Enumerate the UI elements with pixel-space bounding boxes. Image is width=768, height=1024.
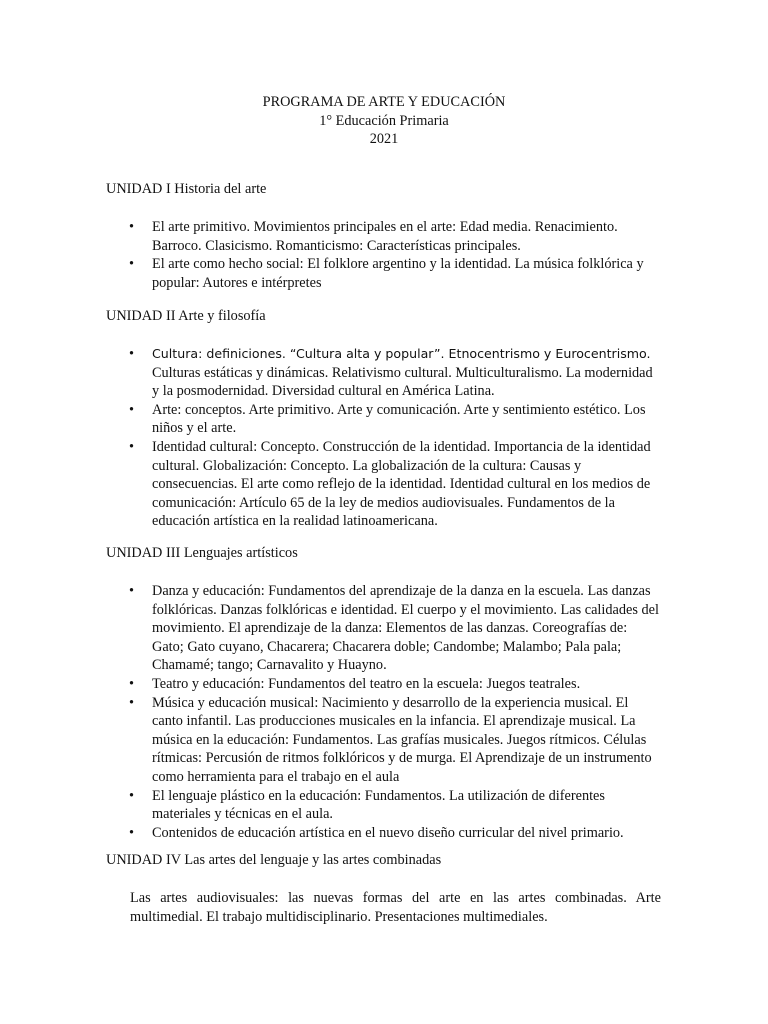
unit-1-title: UNIDAD I Historia del arte [106,181,267,197]
list-item [106,345,661,401]
unit-3-title: UNIDAD III Lenguajes artísticos [106,545,298,561]
list-item-text: Culturas estáticas y dinámicas. Relativismo cultural. Multiculturalismo. La modernidad y la posmodernidad. Diversidad cultural en América Latina. [152,364,653,400]
list-item-sans-text: Cultura: definiciones. “Cultura alta y popular”. Etnocentrismo y Eurocentrismo. [152,346,651,361]
list-item: • El arte primitivo. Movimientos principales en el arte: Edad media. Renacimiento. Barroco. Clasicismo. Romanticismo: Características principales. [106,218,661,255]
list-item: • Identidad cultural: Concepto. Construcción de la identidad. Importancia de la identidad cultural. Globalización: Concepto. La globalización de la cultura: Causas y consecuencias. El arte como reflejo de la identidad. Identidad cultural en los medios de comunicación: Artículo 65 de la ley de medios audiovisuales. Fundamentos de la educación artística en la realidad latinoamericana. [106,438,661,531]
unit-2-title: UNIDAD II Arte y filosofía [106,308,266,324]
unit-3-list [106,582,661,842]
list-item: • Arte: conceptos. Arte primitivo. Arte y comunicación. Arte y sentimiento estético. Los niños y el arte. [106,401,661,438]
list-item: • Música y educación musical: Nacimiento y desarrollo de la experiencia musical. El canto infantil. Las producciones musicales en la infancia. El aprendizaje musical. La música en la educación: Fundamentos. Las grafías musicales. Juegos rítmicos. Células rítmicas: Percusión de ritmos folklóricos y de murga. El Aprendizaje de un instrumento como herramienta para el trabajo en el aula [106,694,661,787]
unit-4-paragraph: Las artes audiovisuales: las nuevas formas del arte en las artes combinadas. Arte multimedial. El trabajo multidisciplinario. Presentaciones multimediales. [130,890,661,925]
unit-1-list [106,218,661,292]
list-item: • Danza y educación: Fundamentos del aprendizaje de la danza en la escuela. Las danzas folklóricas. Danzas folklóricas e identidad. El cuerpo y el movimiento. Las calidades del movimiento. El aprendizaje de la danza: Elementos de las danzas. Coreografías de: Gato; Gato cuyano, Chacarera; Chacarera doble; Candombe; Malambo; Pala pala; Chamamé; tango; Carnavalito y Huayno. [106,582,661,675]
unit-4-title: UNIDAD IV Las artes del lenguaje y las artes combinadas [106,852,442,868]
program-year: 2021 [369,131,399,148]
unit-2-list [106,345,661,531]
list-item: • El lenguaje plástico en la educación: Fundamentos. La utilización de diferentes materiales y técnicas en el aula. [106,787,661,824]
program-title: PROGRAMA DE ARTE Y EDUCACIÓN [262,94,506,110]
program-grade: 1° Educación Primaria [319,112,449,129]
document-header [0,93,768,149]
list-item: • El arte como hecho social: El folklore argentino y la identidad. La música folklórica y popular: Autores e intérpretes [106,255,661,292]
list-item: • Contenidos de educación artística en el nuevo diseño curricular del nivel primario. [106,824,661,843]
list-item: • Teatro y educación: Fundamentos del teatro en la escuela: Juegos teatrales. [106,675,661,694]
